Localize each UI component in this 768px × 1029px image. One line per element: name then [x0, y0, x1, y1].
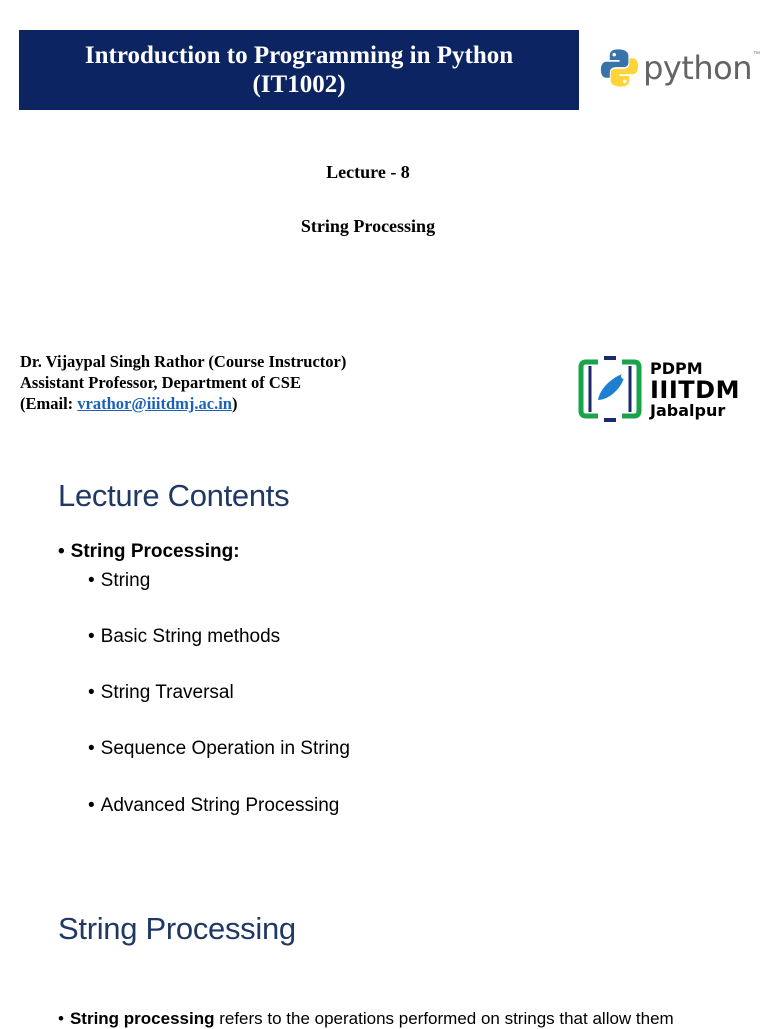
institute-line3: Jabalpur: [650, 401, 726, 420]
contents-sub-label: Advanced String Processing: [100, 795, 340, 816]
course-title-banner: [19, 30, 579, 110]
contents-sub-item: [88, 738, 350, 760]
contents-sub-item: [88, 682, 234, 704]
contents-main-item: [58, 541, 240, 563]
email-link[interactable]: vrathor@iiitdmj.ac.in: [77, 394, 232, 413]
para-bold-term: String processing: [69, 1009, 215, 1028]
python-wordmark: python: [643, 49, 752, 87]
course-title-line2: (IT1002): [252, 71, 346, 98]
contents-sub-label: String Traversal: [100, 682, 234, 703]
lecture-contents-heading: Lecture Contents: [58, 478, 290, 513]
instructor-block: [20, 351, 346, 414]
bullet-icon: •: [88, 738, 95, 759]
bullet-icon: •: [58, 1009, 64, 1028]
string-processing-paragraph: [58, 1009, 674, 1029]
contents-sub-label: Basic String methods: [100, 626, 281, 647]
bullet-icon: •: [58, 541, 65, 562]
bullet-icon: •: [88, 682, 95, 703]
lecture-topic: String Processing: [300, 216, 436, 236]
institute-line2: IIITDM: [650, 376, 740, 404]
string-processing-heading: String Processing: [58, 911, 296, 946]
python-logo: [600, 44, 760, 92]
python-trademark: ™: [753, 50, 760, 58]
institute-name-block: [650, 360, 740, 420]
python-snakes-icon: [600, 46, 639, 90]
contents-sub-item: [88, 795, 339, 817]
iiitdm-emblem-icon: [578, 356, 642, 422]
instructor-position: Assistant Professor, Department of CSE: [20, 373, 301, 392]
bullet-icon: •: [88, 626, 95, 647]
para-text: refers to the operations performed on strings that allow them: [214, 1009, 674, 1028]
contents-main-label: String Processing:: [70, 541, 240, 562]
contents-sub-item: [88, 570, 150, 592]
instructor-name: Dr. Vijaypal Singh Rathor (Course Instructor): [20, 352, 347, 371]
email-prefix: (Email:: [20, 394, 78, 413]
bullet-icon: •: [88, 570, 95, 591]
contents-sub-label: String: [100, 570, 151, 591]
institute-logo: [578, 356, 758, 424]
instructor-email-line: [20, 393, 346, 414]
contents-sub-item: [88, 626, 280, 648]
bullet-icon: •: [88, 795, 95, 816]
course-title-line1: Introduction to Programming in Python: [84, 42, 514, 69]
institute-line1: PDPM: [650, 359, 703, 378]
contents-sub-label: Sequence Operation in String: [100, 738, 350, 759]
email-suffix: ): [231, 394, 238, 413]
lecture-number: Lecture - 8: [326, 162, 410, 182]
